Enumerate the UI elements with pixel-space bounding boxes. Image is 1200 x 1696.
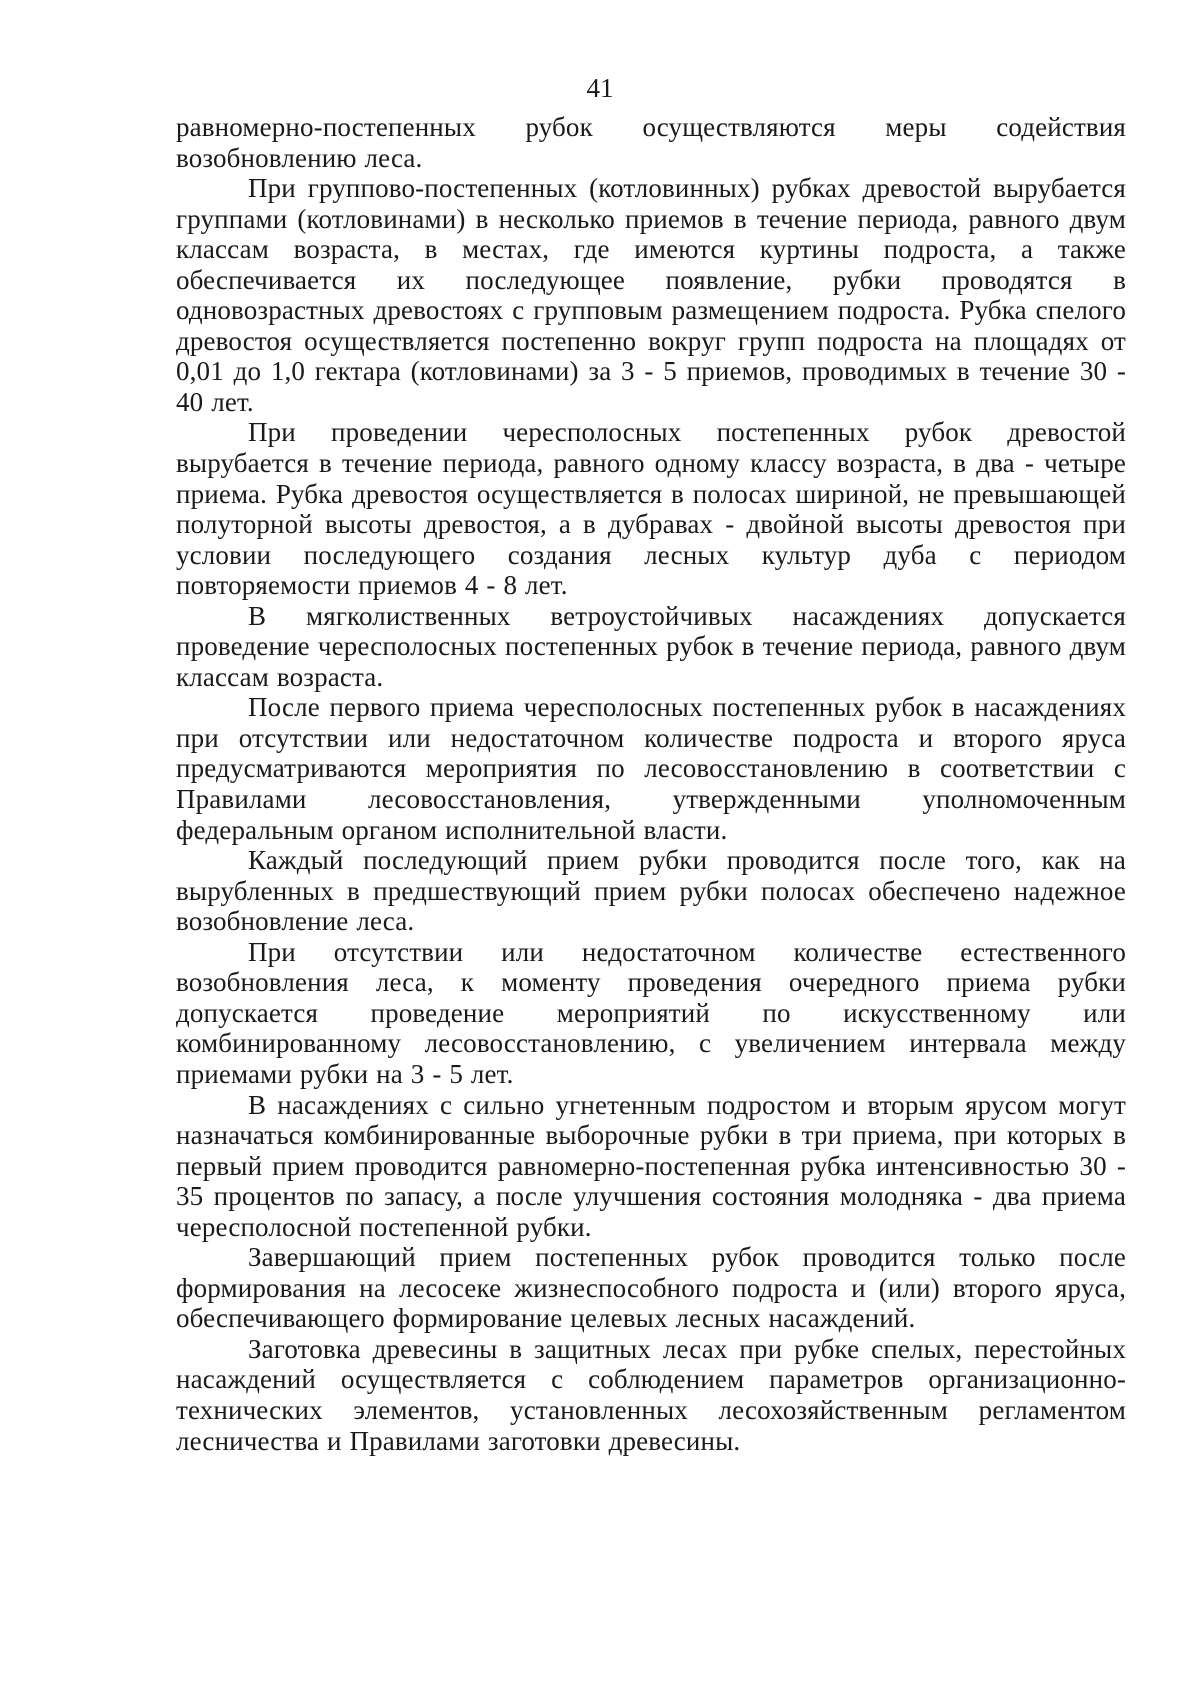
- paragraph-5: После первого приема чересполосных постепенных рубок в насаждениях при отсутствии или недостаточном количестве подроста и второго яруса предусматриваются мероприятия по лесовосстановлению в соответствии с Правилами лесовосстановления, утвержденными уполномоченным федеральным органом исполнительной власти.: [176, 692, 1126, 845]
- paragraph-10: Заготовка древесины в защитных лесах при рубке спелых, перестойных насаждений осуществляется с соблюдением параметров организационно-технических элементов, установленных лесохозяйственным регламентом лесничества и Правилами заготовки древесины.: [176, 1333, 1126, 1456]
- page-number: 41: [586, 73, 614, 103]
- paragraph-7: При отсутствии или недостаточном количестве естественного возобновления леса, к моменту проведения очередного приема рубки допускается проведение мероприятий по искусственному или комбинированному лесовосстановлению, с увеличением интервала между приемами рубки на 3 - 5 лет.: [176, 936, 1126, 1089]
- paragraph-6: Каждый последующий прием рубки проводится после того, как на вырубленных в предшествующий прием рубки полосах обеспечено надежное возобновление леса.: [176, 845, 1126, 937]
- paragraph-9: Завершающий прием постепенных рубок проводится только после формирования на лесосеке жизнеспособного подроста и (или) второго яруса, обеспечивающего формирование целевых лесных насаждений.: [176, 1242, 1126, 1334]
- paragraph-8: В насаждениях с сильно угнетенным подростом и вторым ярусом могут назначаться комбинированные выборочные рубки в три приема, при которых в первый прием проводится равномерно-постепенная рубка интенсивностью 30 - 35 процентов по запасу, а после улучшения состояния молодняка - два приема чересполосной постепенной рубки.: [176, 1089, 1126, 1242]
- paragraph-1: равномерно-постепенных рубок осуществляются меры содействия возобновлению леса.: [176, 112, 1126, 173]
- paragraph-4: В мягколиственных ветроустойчивых насаждениях допускается проведение чересполосных постепенных рубок в течение периода, равного двум классам возраста.: [176, 600, 1126, 692]
- paragraph-3: При проведении чересполосных постепенных рубок древостой вырубается в течение периода, равного одному классу возраста, в два - четыре приема. Рубка древостоя осуществляется в полосах шириной, не превышающей полуторной высоты древостоя, а в дубравах - двойной высоты древостоя при условии последующего создания лесных культур дуба с периодом повторяемости приемов 4 - 8 лет.: [176, 417, 1126, 601]
- document-body: [176, 112, 1126, 1456]
- paragraph-2: При группово-постепенных (котловинных) рубках древостой вырубается группами (котловинами) в несколько приемов в течение периода, равного двум классам возраста, в местах, где имеются куртины подроста, а также обеспечивается их последующее появление, рубки проводятся в одновозрастных древостоях с групповым размещением подроста. Рубка спелого древостоя осуществляется постепенно вокруг групп подроста на площадях от 0,01 до 1,0 гектара (котловинами) за 3 - 5 приемов, проводимых в течение 30 - 40 лет.: [176, 173, 1126, 417]
